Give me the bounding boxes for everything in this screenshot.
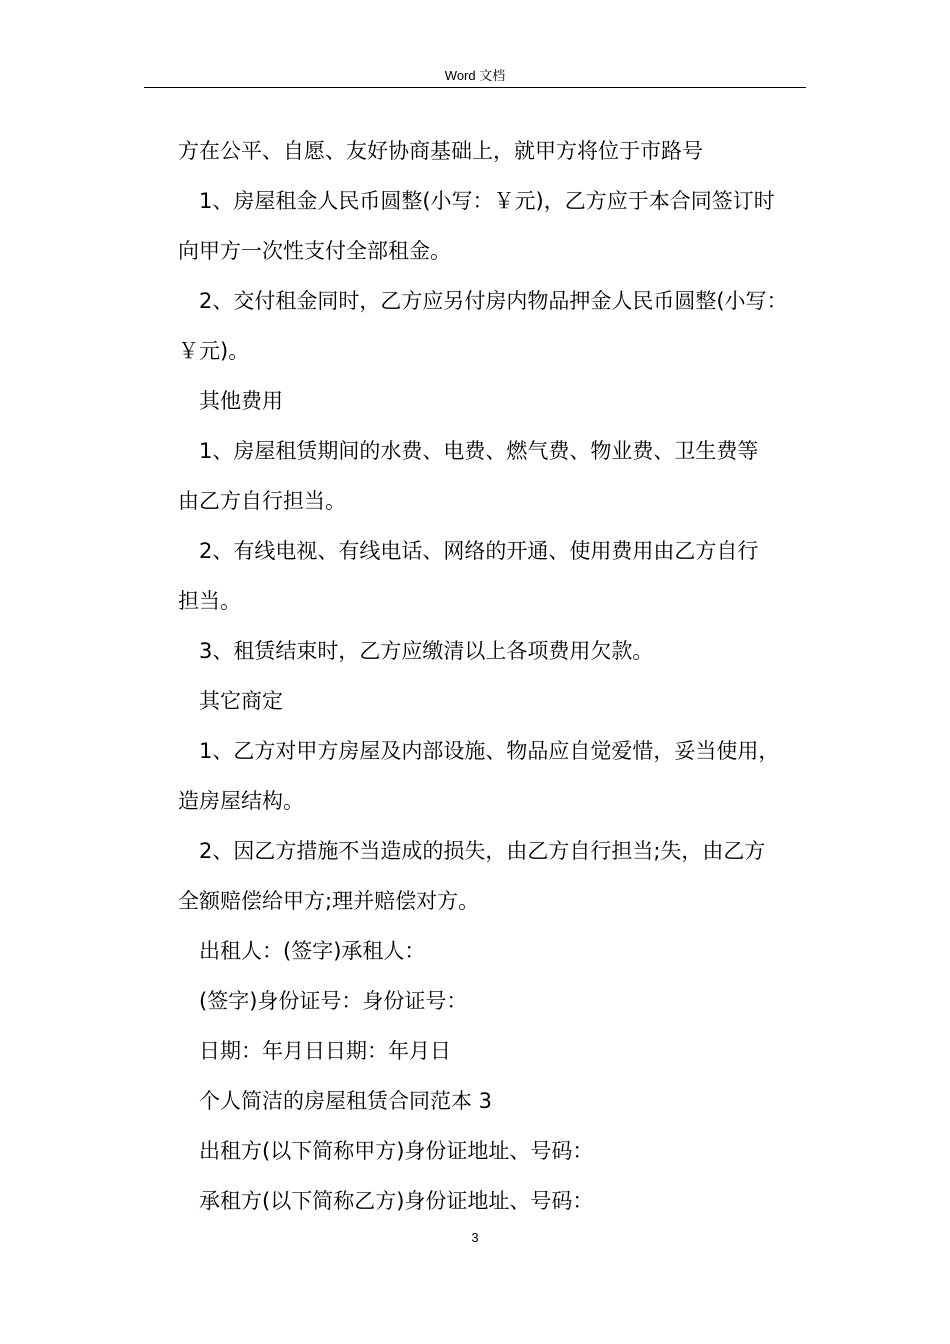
text-line: 3、租赁结束时，乙方应缴清以上各项费用欠款。: [199, 639, 654, 663]
document-body: [178, 126, 810, 1226]
text-line: 出租人：(签字)承租人：: [199, 939, 426, 963]
text-line: 由乙方自行担当。: [178, 489, 346, 513]
text-line: 2、有线电视、有线电话、网络的开通、使用费用由乙方自行: [199, 539, 759, 563]
text-line: 日期：年月日日期：年月日: [199, 1039, 451, 1063]
page-number: 3: [471, 1230, 479, 1245]
text-line: 个人简洁的房屋租赁合同范本 3: [199, 1089, 493, 1113]
text-line: 2、因乙方措施不当造成的损失，由乙方自行担当;失，由乙方: [199, 839, 766, 863]
text-line: 1、房屋租金人民币圆整(小写：￥元)，乙方应于本合同签订时: [199, 189, 775, 213]
text-line: ￥元)。: [178, 339, 250, 363]
text-line: 1、乙方对甲方房屋及内部设施、物品应自觉爱惜，妥当使用，: [199, 739, 780, 763]
text-line: 担当。: [178, 589, 241, 613]
text-line: 向甲方一次性支付全部租金。: [178, 239, 451, 263]
text-line: 造房屋结构。: [178, 789, 304, 813]
text-line: 1、房屋租赁期间的水费、电费、燃气费、物业费、卫生费等: [199, 439, 759, 463]
text-line: 方在公平、自愿、友好协商基础上，就甲方将位于市路号: [178, 139, 703, 163]
text-line: 其他费用: [199, 389, 283, 413]
header-divider: [144, 87, 806, 88]
text-line: (签字)身份证号：身份证号：: [199, 989, 468, 1013]
text-line: 承租方(以下简称乙方)身份证地址、号码：: [199, 1189, 594, 1213]
text-line: 出租方(以下简称甲方)身份证地址、号码：: [199, 1139, 594, 1163]
page-header-title: Word 文档: [444, 68, 506, 83]
text-line: 全额赔偿给甲方;理并赔偿对方。: [178, 889, 480, 913]
text-line: 其它商定: [199, 689, 283, 713]
text-line: 2、交付租金同时，乙方应另付房内物品押金人民币圆整(小写：: [199, 289, 788, 313]
